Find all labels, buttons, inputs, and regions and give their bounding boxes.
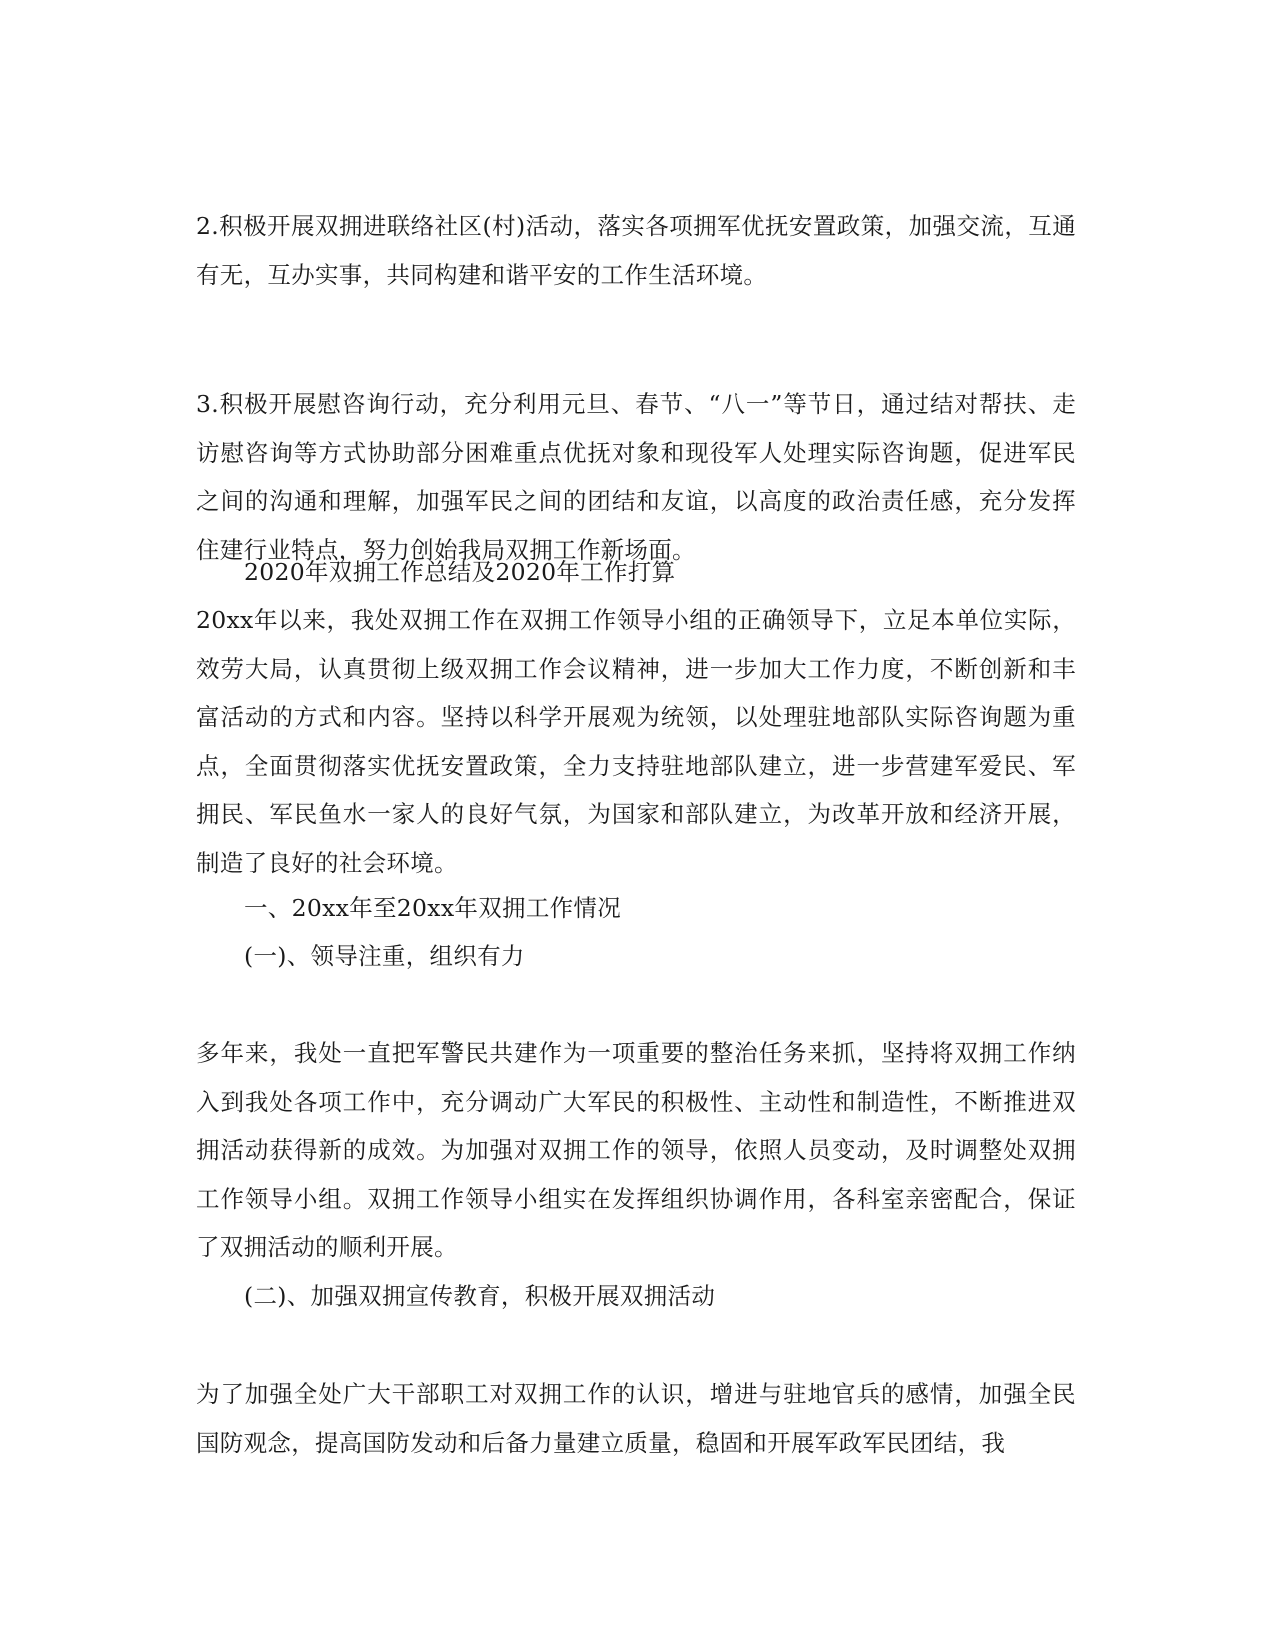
paragraph-item-2: 2.积极开展双拥进联络社区(村)活动，落实各项拥军优抚安置政策，加强交流，互通有无，互办实事，共同构建和谐平安的工作生活环境。: [196, 212, 1076, 289]
paragraph-publicity: 为了加强全处广大干部职工对双拥工作的认识，增进与驻地官兵的感情，加强全民国防观念，提高国防发动和后备力量建立质量，稳固和开展军政军民团结，我: [196, 1380, 1076, 1457]
subsection-heading-2: (二)、加强双拥宣传教育，积极开展双拥活动: [244, 1282, 716, 1310]
paragraph-leadership: 多年来，我处一直把军警民共建作为一项重要的整治任务来抓，坚持将双拥工作纳入到我处各项工作中，充分调动广大军民的积极性、主动性和制造性，不断推进双拥活动获得新的成效。为加强对双拥工作的领导，依照人员变动，及时调整处双拥工作领导小组。双拥工作领导小组实在发挥组织协调作用，各科室亲密配合，保证了双拥活动的顺利开展。: [196, 1039, 1076, 1261]
subsection-heading-1: (一)、领导注重，组织有力: [244, 942, 525, 970]
document-title: 2020年双拥工作总结及2020年工作打算: [244, 558, 676, 586]
section-heading: 一、20xx年至20xx年双拥工作情况: [244, 894, 622, 922]
paragraph-intro: 20xx年以来，我处双拥工作在双拥工作领导小组的正确领导下，立足本单位实际，效劳大局，认真贯彻上级双拥工作会议精神，进一步加大工作力度，不断创新和丰富活动的方式和内容。坚持以科学开展观为统领，以处理驻地部队实际咨询题为重点，全面贯彻落实优抚安置政策，全力支持驻地部队建立，进一步营建军爱民、军拥民、军民鱼水一家人的良好气氛，为国家和部队建立，为改革开放和经济开展，制造了良好的社会环境。: [196, 606, 1076, 877]
paragraph-item-3: 3.积极开展慰咨询行动，充分利用元旦、春节、“八一”等节日，通过结对帮扶、走访慰咨询等方式协助部分困难重点优抚对象和现役军人处理实际咨询题，促进军民之间的沟通和理解，加强军民之间的团结和友谊，以高度的政治责任感，充分发挥住建行业特点，努力创始我局双拥工作新场面。: [196, 390, 1076, 564]
